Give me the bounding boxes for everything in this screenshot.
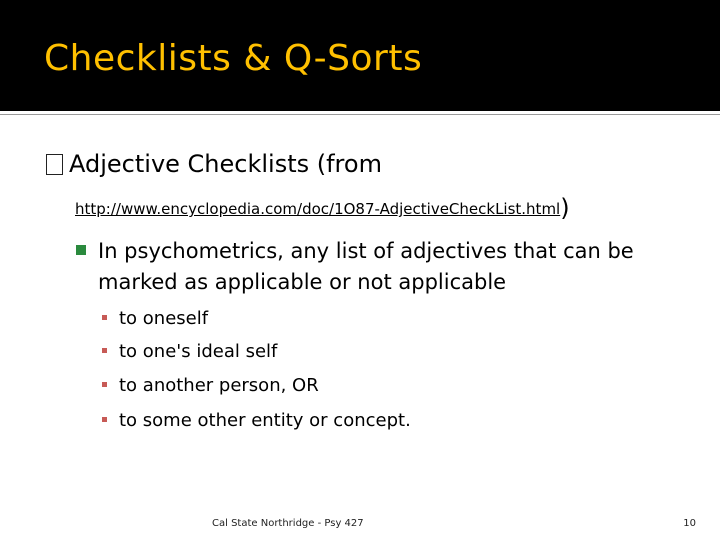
subbullet-text: to some other entity or concept. [119, 410, 411, 431]
title-divider [0, 114, 720, 115]
slide-title: Checklists & Q-Sorts [44, 38, 423, 79]
bullet1-text: Adjective Checklists (from [69, 150, 382, 178]
subbullet-text: to oneself [119, 308, 209, 329]
small-square-bullet-icon [102, 315, 107, 320]
bullet-level1 [46, 150, 382, 178]
subbullet-item [102, 375, 319, 396]
closing-paren: ) [560, 194, 570, 222]
subbullet-item [102, 341, 277, 362]
footer-text: Cal State Northridge - Psy 427 [212, 518, 364, 529]
bullet1-link-line [75, 194, 570, 222]
small-square-bullet-icon [102, 382, 107, 387]
source-link[interactable]: http://www.encyclopedia.com/doc/1O87-AdjectiveCheckList.html [75, 200, 561, 218]
square-bullet-icon [76, 245, 86, 255]
bullet-level2 [76, 236, 696, 298]
subbullet-item [102, 308, 208, 329]
subbullet-text: to one's ideal self [119, 341, 278, 362]
bullet2-text: In psychometrics, any list of adjectives that can be marked as applicable or not applicable [98, 239, 634, 294]
page-number: 10 [683, 518, 696, 529]
subbullet-item [102, 410, 411, 431]
small-square-bullet-icon [102, 348, 107, 353]
missing-glyph-box-icon [46, 154, 63, 175]
small-square-bullet-icon [102, 417, 107, 422]
subbullet-text: to another person, OR [119, 375, 319, 396]
